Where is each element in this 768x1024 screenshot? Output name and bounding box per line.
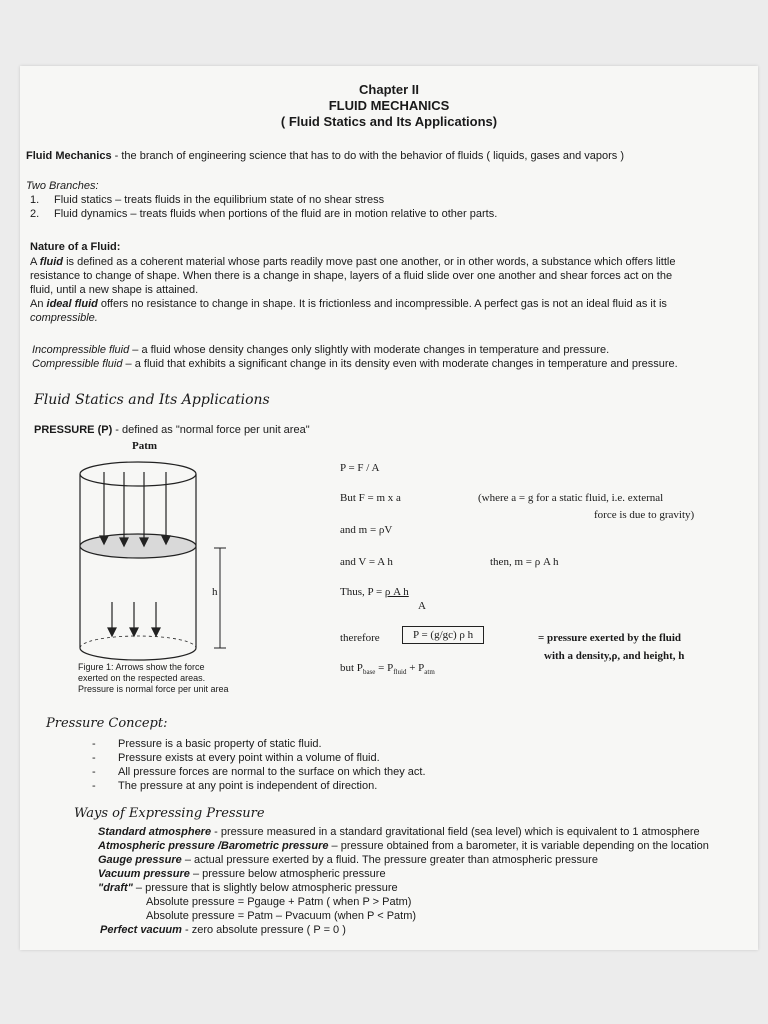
- compressible-text: – a fluid that exhibits a significant change in its density even with moderate changes in temperature and pressure.: [122, 358, 678, 370]
- perfect-vacuum-text: - zero absolute pressure ( P = 0 ): [181, 924, 346, 936]
- atmospheric-pressure-line: [98, 840, 709, 853]
- derivation-line-2a: But F = m x a: [340, 492, 401, 504]
- fluid-surface: [80, 534, 196, 558]
- vacuum-pressure-line: [98, 868, 386, 881]
- concept-item-4: The pressure at any point is independent of direction.: [118, 780, 378, 792]
- atmospheric-pressure-text: – pressure obtained from a barometer, it is variable depending on the location: [328, 840, 709, 852]
- pressure-definition: [34, 424, 310, 437]
- figure-caption-1: Figure 1: Arrows show the force: [78, 662, 205, 672]
- height-label: h: [212, 586, 218, 598]
- eq-part-b: = P: [375, 662, 394, 674]
- chapter-title: FLUID MECHANICS: [328, 98, 450, 113]
- incompressible-text: – a fluid whose density changes only slightly with moderate changes in temperature and pressure.: [129, 344, 610, 356]
- draft-text: – pressure that is slightly below atmospheric pressure: [132, 882, 398, 894]
- branch-text-2: Fluid dynamics – treats fluids when portions of the fluid are in motion relative to other parts.: [54, 208, 498, 220]
- branch-num-2: 2.: [30, 208, 40, 220]
- gauge-pressure-term: Gauge pressure: [98, 854, 182, 866]
- eq-sub-atm: atm: [424, 668, 435, 677]
- concept-item-2: Pressure exists at every point within a volume of fluid.: [118, 752, 380, 764]
- derivation-line-1: P = F / A: [340, 462, 380, 474]
- derivation-line-2b: (where a = g for a static fluid, i.e. external: [478, 492, 664, 504]
- concept-bullet-3: -: [92, 766, 96, 778]
- cylinder-bottom: [80, 648, 196, 660]
- eq-sub-fluid: fluid: [393, 668, 407, 677]
- gauge-pressure-line: [98, 854, 598, 867]
- figure-caption-2: exerted on the respected areas.: [78, 673, 206, 683]
- branches-heading: Two Branches:: [26, 180, 99, 192]
- nature-p1-a: A: [30, 256, 40, 268]
- vacuum-pressure-text: – pressure below atmospheric pressure: [189, 868, 386, 880]
- standard-atmosphere-line: [98, 826, 700, 839]
- incompressible-term: Incompressible fluid: [32, 344, 130, 356]
- therefore-label: therefore: [340, 632, 380, 644]
- fraction-numerator: ρ A h: [384, 586, 409, 598]
- atmospheric-pressure-term: Atmospheric pressure /Barometric pressure: [98, 840, 329, 852]
- derivation-line-3: and m = ρV: [340, 524, 393, 536]
- nature-p2-a: An: [30, 298, 47, 310]
- nature-p2-line2: compressible.: [30, 312, 98, 324]
- nature-heading: Nature of a Fluid:: [30, 241, 121, 253]
- figure-caption-3: Pressure is normal force per unit area: [78, 684, 229, 694]
- formula-explanation-1: = pressure exerted by the fluid: [538, 632, 682, 644]
- standard-atmosphere-term: Standard atmosphere: [98, 826, 212, 838]
- definition-line: [26, 150, 624, 163]
- perfect-vacuum-line: [100, 924, 346, 937]
- derivation-line-5: [340, 586, 409, 598]
- absolute-pressure-1: Absolute pressure = Pgauge + Patm ( when P > Patm): [146, 896, 412, 908]
- pressure-term: PRESSURE (P): [34, 424, 113, 436]
- pressure-formula-box: P = (g/gc) ρ h: [402, 626, 484, 644]
- draft-term: "draft": [98, 882, 133, 894]
- thus-label: Thus, P =: [340, 586, 385, 598]
- bottom-arrows: [108, 602, 160, 636]
- statics-heading: Fluid Statics and Its Applications: [34, 392, 270, 408]
- document-page: [20, 66, 758, 950]
- definition-text: - the branch of engineering science that has to do with the behavior of fluids ( liquids, gases and vapors ): [111, 150, 624, 162]
- nature-p1-line2: resistance to change of shape. When there is a change in shape, layers of a fluid slide over one another and shear forces act on the: [30, 270, 673, 282]
- chapter-label: Chapter II: [359, 82, 419, 97]
- nature-fluid-term: fluid: [39, 256, 64, 268]
- draft-line: [98, 882, 398, 895]
- branch-text-1: Fluid statics – treats fluids in the equilibrium state of no shear stress: [54, 194, 385, 206]
- patm-label: Patm: [132, 440, 158, 452]
- nature-p2-line1: [30, 298, 667, 311]
- cylinder-figure: [60, 452, 230, 668]
- standard-atmosphere-text: - pressure measured in a standard gravitational field (sea level) which is equivalent to 1 atmosphere: [211, 826, 700, 838]
- concept-bullet-1: -: [92, 738, 96, 750]
- nature-p1-line1: [30, 256, 675, 269]
- eq-part-c: + P: [406, 662, 425, 674]
- derivation-line-2c: force is due to gravity): [594, 509, 695, 521]
- nature-p1-b: is defined as a coherent material whose parts readily move past one another, or in other words, a substance which offers little: [63, 256, 676, 268]
- concept-item-1: Pressure is a basic property of static fluid.: [118, 738, 322, 750]
- perfect-vacuum-term: Perfect vacuum: [100, 924, 182, 936]
- pressure-def: - defined as "normal force per unit area": [112, 424, 310, 436]
- derivation-line-4b: then, m = ρ A h: [490, 556, 559, 568]
- compressible-term: Compressible fluid: [32, 358, 123, 370]
- fraction-denominator: A: [418, 600, 426, 612]
- nature-ideal-term: ideal fluid: [46, 298, 98, 310]
- cylinder-bottom-back: [80, 636, 196, 648]
- cylinder-top: [80, 462, 196, 486]
- ways-heading: Ways of Expressing Pressure: [74, 806, 265, 821]
- nature-p2-b: offers no resistance to change in shape. It is frictionless and incompressible. A perfect gas is not an ideal fluid as it is: [97, 298, 667, 310]
- base-pressure-equation: [340, 662, 435, 676]
- formula-explanation-2: with a density,ρ, and height, h: [544, 650, 685, 662]
- vacuum-pressure-term: Vacuum pressure: [98, 868, 190, 880]
- eq-part-a: but P: [340, 662, 363, 674]
- incompressible-line: [32, 344, 609, 357]
- concept-bullet-4: -: [92, 780, 96, 792]
- gauge-pressure-text: – actual pressure exerted by a fluid. The pressure greater than atmospheric pressure: [181, 854, 598, 866]
- compressible-line: [32, 358, 678, 371]
- nature-p1-line3: fluid, until a new shape is attained.: [30, 284, 199, 296]
- derivation-line-4a: and V = A h: [340, 556, 393, 568]
- chapter-subtitle: ( Fluid Statics and Its Applications): [280, 114, 498, 129]
- eq-sub-base: base: [362, 668, 376, 677]
- concept-item-3: All pressure forces are normal to the surface on which they act.: [118, 766, 426, 778]
- concept-bullet-2: -: [92, 752, 96, 764]
- concept-heading: Pressure Concept:: [46, 716, 168, 731]
- absolute-pressure-2: Absolute pressure = Patm – Pvacuum (when P < Patm): [146, 910, 417, 922]
- branch-num-1: 1.: [30, 194, 40, 206]
- definition-term: Fluid Mechanics: [26, 150, 112, 162]
